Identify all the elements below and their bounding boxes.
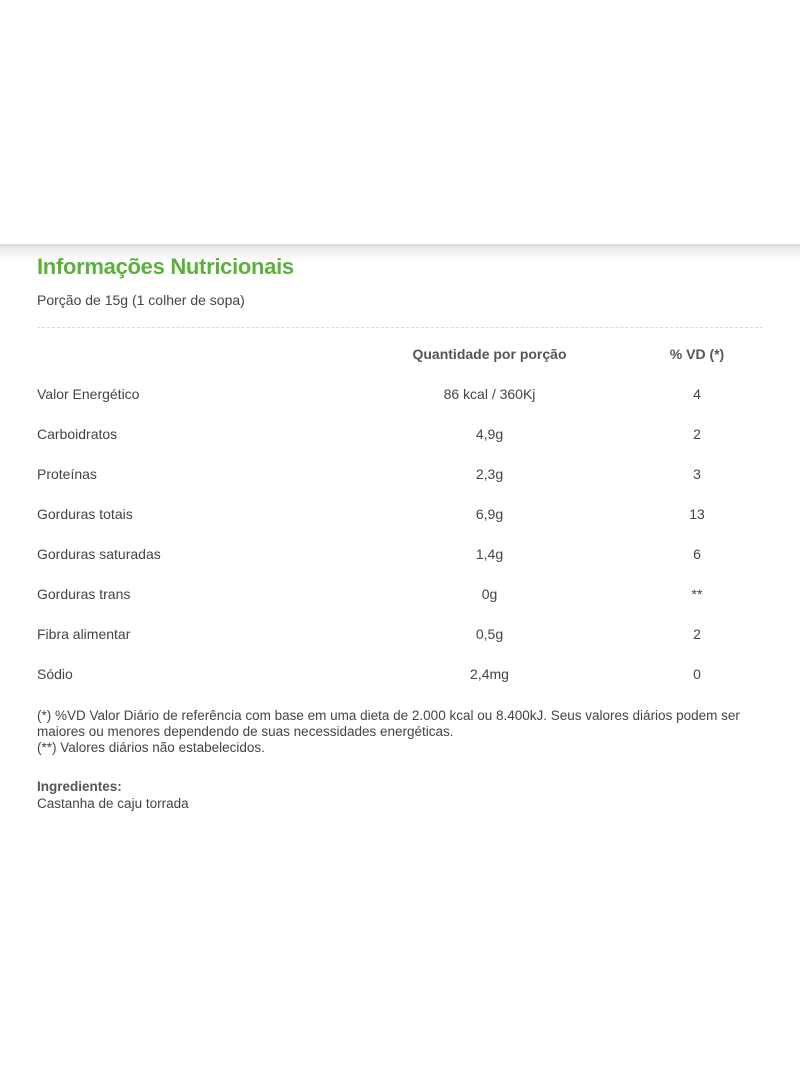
nutrient-quantity: 0,5g bbox=[475, 626, 504, 642]
nutrient-quantity: 1,4g bbox=[475, 546, 504, 562]
table-row bbox=[37, 464, 763, 504]
table-row bbox=[37, 384, 763, 424]
portion-size: Porção de 15g (1 colher de sopa) bbox=[37, 292, 245, 308]
nutrition-table bbox=[37, 344, 763, 704]
nutrient-quantity: 2,4mg bbox=[470, 666, 509, 682]
nutrient-quantity: 6,9g bbox=[475, 506, 504, 522]
footnote-not-established: (**) Valores diários não estabelecidos. bbox=[37, 740, 265, 755]
table-row bbox=[37, 664, 763, 704]
nutrient-daily-value: 13 bbox=[689, 506, 705, 522]
nutrient-daily-value: ** bbox=[691, 586, 703, 602]
blank-header-area bbox=[0, 0, 800, 248]
nutrition-panel bbox=[0, 248, 800, 1066]
nutrient-name: Carboidratos bbox=[37, 426, 118, 442]
nutrient-daily-value: 6 bbox=[693, 546, 701, 562]
nutrient-quantity: 86 kcal / 360Kj bbox=[443, 386, 536, 402]
nutrient-name: Gorduras trans bbox=[37, 586, 131, 602]
footnotes bbox=[37, 708, 763, 756]
table-header bbox=[37, 344, 763, 384]
nutrient-name: Proteínas bbox=[37, 466, 97, 482]
nutrient-daily-value: 3 bbox=[693, 466, 701, 482]
nutrient-name: Valor Energético bbox=[37, 386, 140, 402]
nutrient-name: Gorduras totais bbox=[37, 506, 133, 522]
nutrient-name: Sódio bbox=[37, 666, 73, 682]
nutrient-quantity: 4,9g bbox=[475, 426, 504, 442]
nutrient-daily-value: 2 bbox=[693, 626, 701, 642]
header-daily-value: % VD (*) bbox=[669, 346, 725, 362]
nutrient-daily-value: 4 bbox=[693, 386, 701, 402]
ingredients-label: Ingredientes: bbox=[37, 779, 122, 794]
footnote-daily-value: (*) %VD Valor Diário de referência com base em uma dieta de 2.000 kcal ou 8.400kJ. Seus valores diários podem ser maiores ou menores dependendo de suas necessidades energéticas. bbox=[37, 708, 740, 739]
table-row bbox=[37, 544, 763, 584]
table-row bbox=[37, 504, 763, 544]
nutrient-quantity: 0g bbox=[481, 586, 498, 602]
table-row bbox=[37, 424, 763, 464]
table-row bbox=[37, 584, 763, 624]
page-title: Informações Nutricionais bbox=[37, 254, 294, 279]
nutrient-daily-value: 2 bbox=[693, 426, 701, 442]
divider bbox=[37, 327, 763, 328]
nutrient-daily-value: 0 bbox=[693, 666, 701, 682]
nutrient-name: Gorduras saturadas bbox=[37, 546, 161, 562]
header-quantity: Quantidade por porção bbox=[412, 346, 567, 362]
nutrient-quantity: 2,3g bbox=[475, 466, 504, 482]
nutrient-name: Fibra alimentar bbox=[37, 626, 131, 642]
table-row bbox=[37, 624, 763, 664]
ingredients-text: Castanha de caju torrada bbox=[37, 796, 189, 811]
ingredients-section bbox=[37, 778, 189, 812]
